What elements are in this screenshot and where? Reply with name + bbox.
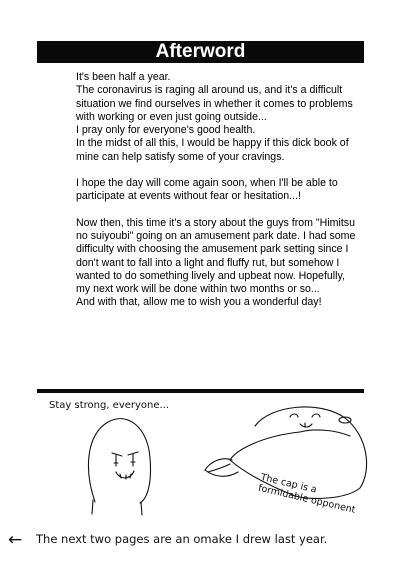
arrow-left-icon: ← <box>8 530 23 550</box>
paragraph-2: I hope the day will come again soon, when I'll be able to participate at events without fear or hesitation...! <box>76 177 338 203</box>
paragraph-3: Now then, this time it's a story about the guys from "Himitsu no suiyoubi" going on an amusement park date. I had some difficulty with choosing the amusement park setting since I don't want to fall into a light and fluffy rut, but somehow I wanted to do something lively and upbeat now. Hopefully, my next work will be done within two months or so... And with that, allow me to wish you a wonderful day! <box>76 216 356 309</box>
afterword-title: Afterword <box>37 41 364 63</box>
cap-opponent-note: The cap is a formidable opponent <box>257 472 357 516</box>
paragraph-1: It's been half a year. The coronavirus is raging all around us, and it's a difficult situation we find ourselves in whether it comes to problems with working or even just going outside... I pray only for everyone's good health. In the midst of all this, I would be happy if this dick book of mine can help satisfy some of your cravings. <box>76 71 353 163</box>
stay-strong-note: Stay strong, everyone... <box>49 400 170 411</box>
crying-blob-character-icon <box>88 419 150 515</box>
omake-note: The next two pages are an omake I drew last year. <box>36 532 328 546</box>
